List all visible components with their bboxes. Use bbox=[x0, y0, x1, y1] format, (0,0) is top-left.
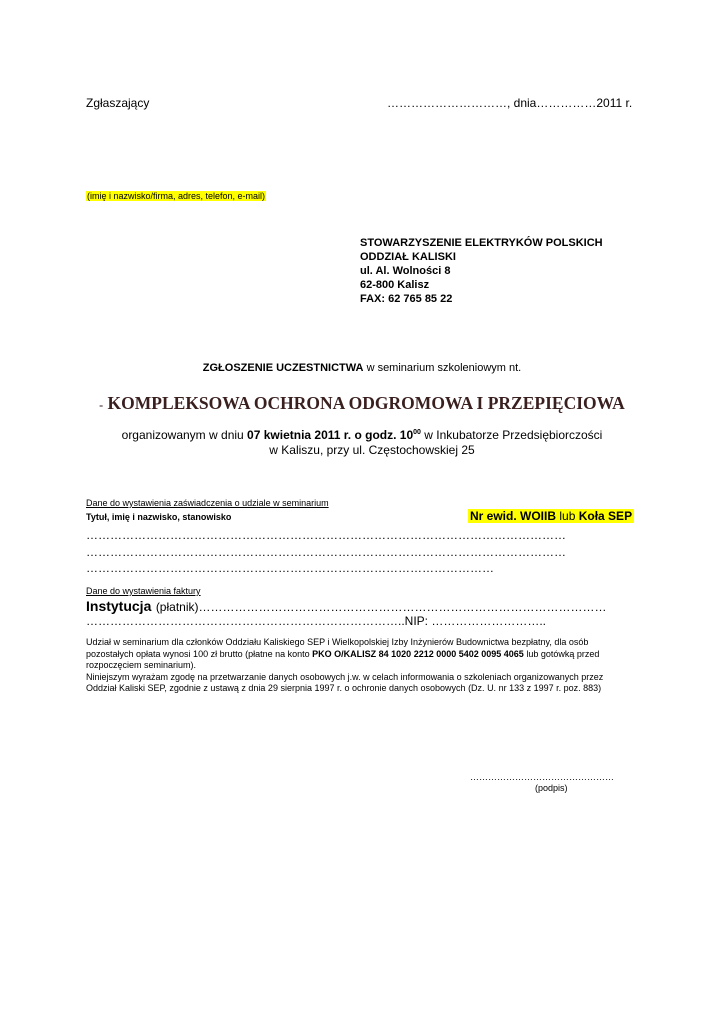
applicant-hint: (imię i nazwisko/firma, adres, telefon, e-mail) bbox=[87, 191, 266, 201]
certificate-heading: Dane do wystawienia zaświadczenia o udziale w seminarium bbox=[86, 498, 329, 508]
note-1-line-2: pozostałych opłata wynosi 100 zł brutto (płatne na konto PKO O/KALISZ 84 1020 2212 0000 5402 0095 4065 lub gotówką przed bbox=[86, 648, 600, 659]
nr-or-label: lub bbox=[559, 509, 576, 523]
event-line-1 bbox=[0, 428, 724, 442]
invoice-heading: Dane do wystawienia faktury bbox=[86, 586, 201, 596]
recipient-line-3: ul. Al. Wolności 8 bbox=[360, 265, 451, 277]
notes bbox=[86, 637, 603, 695]
date-line: …………………………, dnia……………2011 r. bbox=[387, 96, 633, 110]
topic-text: KOMPLEKSOWA OCHRONA ODGROMOWA I PRZEPIĘCIOWA bbox=[107, 393, 625, 413]
signature-dots: ………………………………………… bbox=[470, 772, 614, 782]
institution-label: Instytucja bbox=[86, 598, 152, 614]
nr-ewid-label: Nr ewid. WOIIB bbox=[470, 509, 557, 523]
nip-line: ……………………………………………………………………..NIP: ……………………….. bbox=[86, 614, 547, 628]
seminar-topic bbox=[0, 393, 724, 414]
certificate-dots-line-3: ………………………………………………………………………………………… bbox=[86, 561, 494, 575]
event-prefix: organizowanym w dniu bbox=[121, 428, 244, 442]
form-title-bold: ZGŁOSZENIE UCZESTNICTWA bbox=[202, 362, 364, 374]
event-line-2: w Kaliszu, przy ul. Częstochowskiej 25 bbox=[269, 443, 475, 457]
signature-label: (podpis) bbox=[535, 783, 568, 793]
bank-account: PKO O/KALISZ 84 1020 2212 0000 5402 0095 4065 bbox=[312, 648, 524, 659]
note-1-line-1: Udział w seminarium dla członków Oddziału Kaliskiego SEP i Wielkopolskiej Izby Inżynierów Budownictwa bezpłatny, dla osób bbox=[86, 637, 589, 647]
event-hour-sup: 00 bbox=[413, 429, 421, 436]
form-title-rest: w seminarium szkoleniowym nt. bbox=[366, 362, 522, 374]
recipient-address bbox=[360, 236, 603, 306]
event-date: 07 kwietnia 2011 r. o godz. $10^{00}$ bbox=[247, 428, 421, 442]
certificate-dots-line-1: ………………………………………………………………………………………………………… bbox=[86, 528, 566, 542]
topic-dash: - bbox=[99, 398, 104, 412]
note-2-line-1: Niniejszym wyrażam zgodę na przetwarzanie danych osobowych j.w. w celach informowania o szkoleniach organizowanych przez bbox=[86, 671, 604, 682]
recipient-line-2: ODDZIAŁ KALISKI bbox=[360, 251, 456, 263]
recipient-line-1: STOWARZYSZENIE ELEKTRYKÓW POLSKICH bbox=[360, 237, 603, 249]
note-2-line-2: Oddział Kaliski SEP, zgodnie z ustawą z dnia 29 sierpnia 1997 r. o ochronie danych osobowych (Dz. U. nr 133 z 1997 r. poz. 883) bbox=[86, 683, 602, 693]
recipient-line-5: FAX: 62 765 85 22 bbox=[360, 293, 453, 305]
applicant-label: Zgłaszający bbox=[86, 96, 150, 110]
recipient-line-4: 62-800 Kalisz bbox=[360, 279, 430, 291]
certificate-dots-line-2: ………………………………………………………………………………………………………… bbox=[86, 545, 566, 559]
form-title bbox=[0, 362, 724, 374]
kola-sep-label: Koła SEP bbox=[578, 509, 633, 523]
registration-number-label bbox=[468, 509, 634, 523]
certificate-fields-label: Tytuł, imię i nazwisko, stanowisko bbox=[86, 512, 232, 522]
event-suffix: w Inkubatorze Przedsiębiorczości bbox=[424, 428, 603, 442]
note-1-line-3: rozpoczęciem seminarium). bbox=[86, 660, 197, 670]
institution-payer-dots: (płatnik)………………………………………………………………………………………… bbox=[155, 600, 607, 614]
